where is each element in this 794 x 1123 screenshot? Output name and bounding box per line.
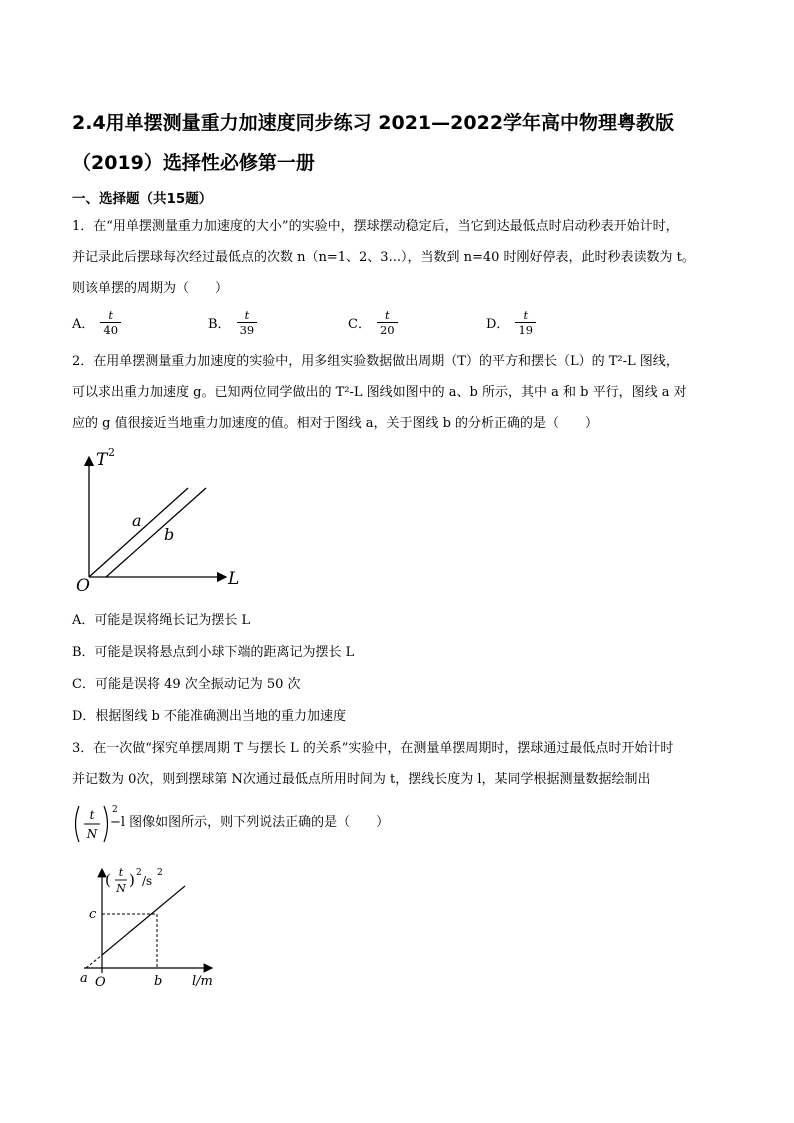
q2-option-c[interactable]: C．可能是误将 49 次全振动记为 50 次 — [72, 677, 301, 692]
extension-dashed — [86, 955, 102, 968]
a-label: a — [80, 971, 88, 986]
q1-option-c[interactable]: C． $\frac{t}{20}$ — [348, 308, 398, 337]
page-title-line2: （2019）选择性必修第一册 — [72, 152, 315, 174]
line-b-label: b — [164, 525, 175, 544]
q2-line3: 应的 g 值很接近当地重力加速度的值。相对于图线 a，关于图线 b 的分析正确的是（ ） — [72, 416, 599, 431]
origin-label: O — [76, 576, 90, 595]
svg-text:): ) — [129, 871, 135, 889]
x-axis-label: l/m — [192, 974, 213, 989]
q3-line3: −l 图像如图所示，则下列说法正确的是（ ） — [110, 815, 390, 830]
fraction: $\frac{t}{40}$ — [100, 308, 121, 337]
q1-option-a[interactable]: A． $\frac{t}{40}$ — [72, 308, 121, 337]
q2-option-b[interactable]: B．可能是误将悬点到小球下端的距离记为摆长 L — [72, 645, 355, 660]
svg-text:N: N — [86, 827, 98, 841]
q2-line2: 可以求出重力加速度 g。已知两位同学做出的 T²-L 图线如图中的 a、b 所示，其中 a 和 b 平行，图线 a 对 — [72, 385, 687, 400]
svg-text:2: 2 — [157, 868, 163, 878]
q1-line1: 1．在“用单摆测量重力加速度的大小”的实验中，摆球摆动稳定后，当它到达最低点时启动秒表开始计时， — [72, 219, 679, 234]
q3-graph — [70, 855, 230, 990]
svg-text:t: t — [89, 808, 95, 822]
q1-line2: 并记录此后摆球每次经过最低点的次数 n（n=1、2、3...），当数到 n=40 时刚好停表，此时秒表读数为 t。 — [72, 250, 695, 265]
x-axis-label: L — [228, 569, 240, 589]
line-a-label: a — [132, 511, 142, 530]
q3-line2: 并记数为 0次，则到摆球第 N次通过最低点所用时间为 t，摆线长度为 l，某同学根据测量数据绘制出 — [72, 772, 651, 787]
q1-option-d[interactable]: D． $\frac{t}{19}$ — [486, 308, 536, 337]
y-axis-label: T — [96, 450, 108, 470]
graph-line — [102, 886, 185, 955]
fraction: $\frac{t}{39}$ — [237, 308, 258, 337]
q2-option-d[interactable]: D．根据图线 b 不能准确测出当地的重力加速度 — [72, 709, 347, 724]
section-heading: 一、选择题（共15题） — [72, 191, 213, 207]
b-label: b — [154, 974, 163, 989]
y-unit: /s — [142, 874, 153, 888]
q2-option-a[interactable]: A．可能是误将绳长记为摆长 L — [72, 613, 251, 628]
q2-graph — [70, 445, 260, 595]
q2-line1: 2．在用单摆测量重力加速度的实验中，用多组实验数据做出周期（T）的平方和摆长（L）的 T²-L 图线， — [72, 354, 679, 369]
fraction: $\frac{t}{20}$ — [377, 308, 398, 337]
fraction: $\frac{t}{19}$ — [515, 308, 536, 337]
line-b — [106, 488, 206, 577]
page-title-line1: 2.4用单摆测量重力加速度同步练习 2021—2022学年高中物理粤教版 — [72, 112, 675, 134]
q1-line3: 则该单摆的周期为（ ） — [72, 281, 229, 296]
svg-text:t: t — [118, 866, 124, 879]
y-axis-sup: 2 — [108, 446, 115, 459]
q3-line1: 3．在一次做“探究单摆周期 T 与摆长 L 的关系”实验中，在测量单摆周期时，摆球通过最低点时开始计时 — [72, 741, 674, 756]
q1-option-b[interactable]: B． $\frac{t}{39}$ — [208, 308, 257, 337]
origin-label: O — [95, 975, 106, 990]
svg-text:(: ( — [105, 871, 111, 889]
svg-text:2: 2 — [136, 868, 142, 878]
svg-text:2: 2 — [112, 805, 118, 815]
svg-text:N: N — [116, 882, 126, 895]
c-label: c — [89, 907, 97, 922]
